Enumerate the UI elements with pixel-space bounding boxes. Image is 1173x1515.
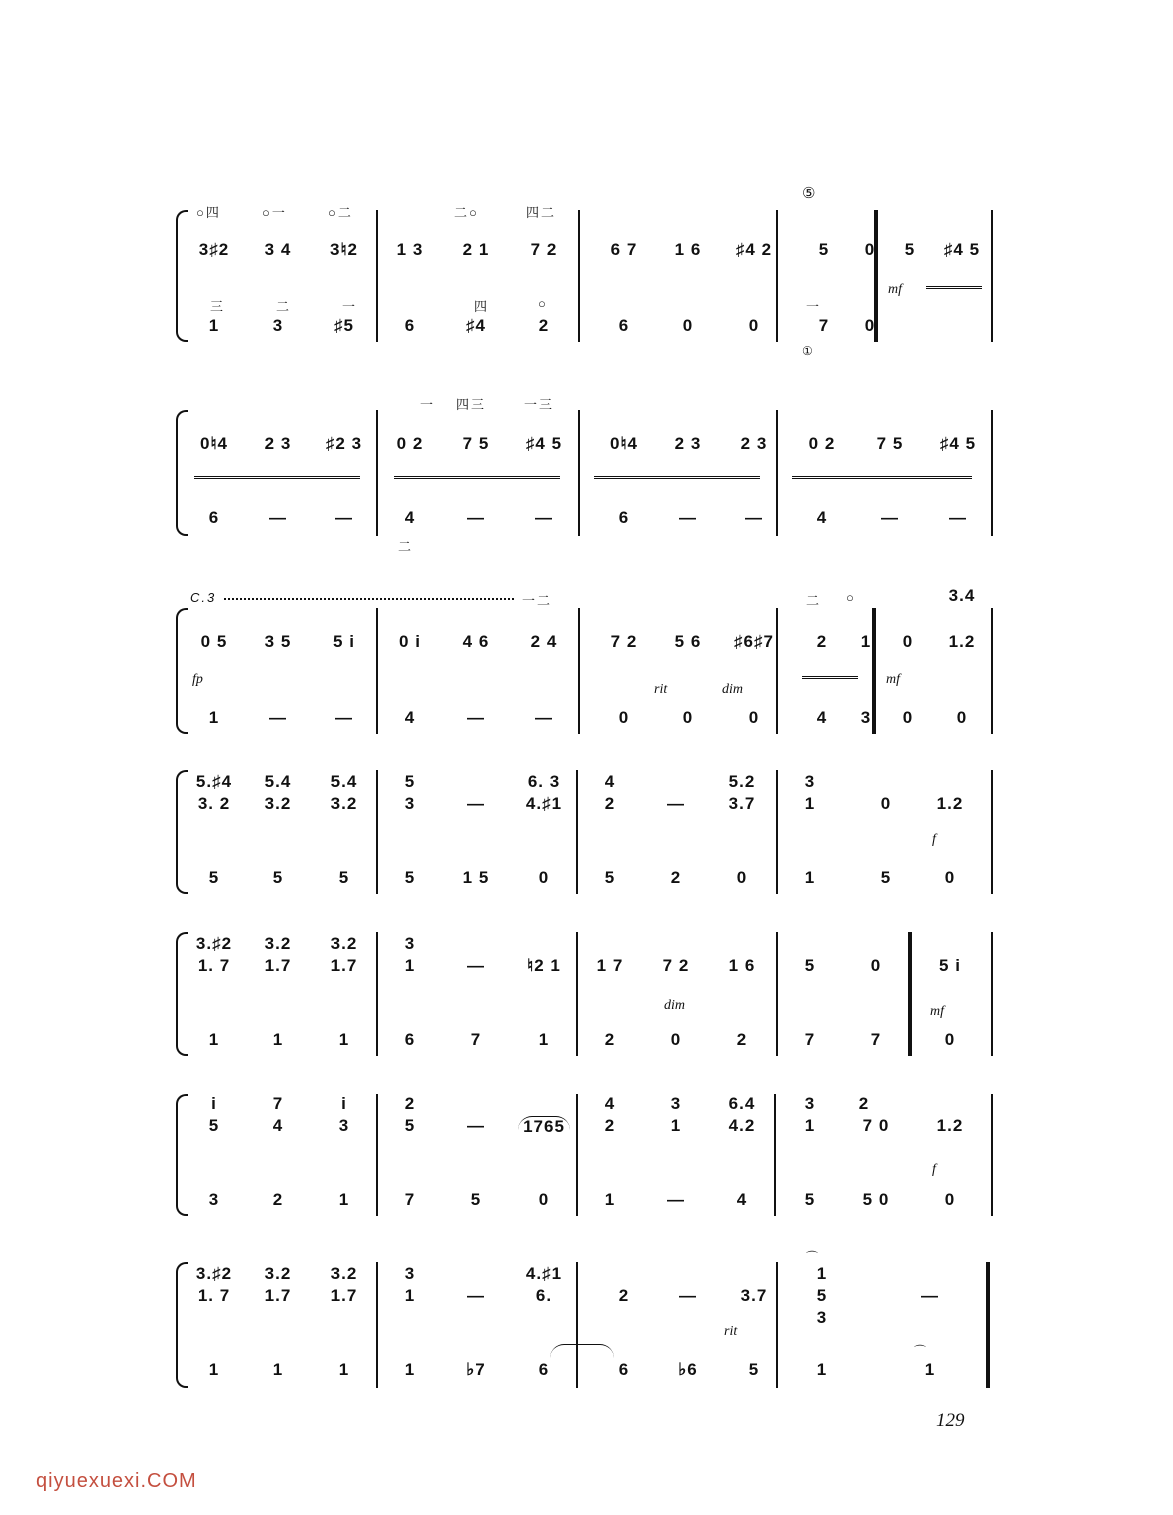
note: — xyxy=(535,508,553,527)
fingering: 四三 xyxy=(456,397,487,412)
note: 5 xyxy=(804,956,816,975)
dynamic-mark: mf xyxy=(888,282,902,297)
circled-number: ⑤ xyxy=(802,185,816,202)
upper-voice xyxy=(188,1116,996,1138)
system-brace xyxy=(176,770,188,894)
note: 1 xyxy=(860,632,872,651)
upper-voice xyxy=(188,434,996,456)
note: — xyxy=(467,1116,485,1135)
note: 4 xyxy=(604,1094,616,1113)
note: 6 xyxy=(538,1360,550,1379)
note: 1.2 xyxy=(948,632,976,651)
upper-voice-top xyxy=(188,1264,996,1286)
upper-voice xyxy=(188,794,996,816)
note: 0 xyxy=(870,956,882,975)
note: 6 xyxy=(618,1360,630,1379)
note: 6 xyxy=(404,1030,416,1049)
note: ♮2 1 xyxy=(527,956,561,975)
note: 3.2 xyxy=(264,934,292,953)
dynamic-mark: f xyxy=(932,832,936,847)
note: 1 xyxy=(604,1190,616,1209)
note: ♯6♯7 xyxy=(734,632,774,651)
upper-voice-top xyxy=(188,584,996,605)
note: 6 7 xyxy=(610,240,638,259)
note: 4 xyxy=(272,1116,284,1135)
fingering: ○四 xyxy=(196,205,221,220)
note: 1 xyxy=(804,1116,816,1135)
note: 3.7 xyxy=(740,1286,768,1305)
note: 1 xyxy=(208,1030,220,1049)
fingering: 一 xyxy=(806,299,822,314)
note: 1. 7 xyxy=(197,1286,231,1305)
note: 7 xyxy=(818,316,830,335)
note: ♯4 2 xyxy=(735,240,773,259)
note: 0 xyxy=(538,868,550,887)
note: 1 3 xyxy=(396,240,424,259)
upper-voice xyxy=(188,240,996,262)
note: — xyxy=(467,956,485,975)
note: 0 xyxy=(880,794,892,813)
dynamic-mark: mf xyxy=(930,1004,944,1019)
fingering: 四二 xyxy=(526,205,557,220)
upper-voice xyxy=(188,956,996,978)
note: 0 xyxy=(748,316,760,335)
note: 2 xyxy=(604,1116,616,1135)
fingering: ○一 xyxy=(262,205,287,220)
note: 3.2 xyxy=(330,1264,358,1283)
note: 1 xyxy=(816,1264,828,1283)
dynamic-mark: fp xyxy=(192,672,203,687)
note: 0 xyxy=(864,240,876,259)
note: 5 xyxy=(604,868,616,887)
note: — xyxy=(679,1286,697,1305)
note: 5 i xyxy=(333,632,355,651)
lower-voice xyxy=(188,868,996,890)
note: 1 xyxy=(208,708,220,727)
fermata-icon: ⌒ xyxy=(806,1250,819,1264)
upper-voice-bottom xyxy=(188,1308,996,1330)
score-system-7 xyxy=(176,1250,996,1388)
note: 1 6 xyxy=(728,956,756,975)
note: 3 xyxy=(804,772,816,791)
note: 3♯2 xyxy=(198,240,230,259)
note: 2 3 xyxy=(264,434,292,453)
note: 5 xyxy=(404,772,416,791)
note: 2 xyxy=(604,794,616,813)
note: 1 xyxy=(538,1030,550,1049)
note: i xyxy=(341,1094,347,1113)
note: 1 xyxy=(338,1190,350,1209)
note: ♯4 xyxy=(466,316,486,335)
dynamic-mark: dim xyxy=(664,998,685,1013)
note: 3 xyxy=(670,1094,682,1113)
score-system-3 xyxy=(176,586,996,734)
note: 5.4 xyxy=(264,772,292,791)
note: 7 xyxy=(272,1094,284,1113)
system-brace xyxy=(176,608,188,734)
note: 7 2 xyxy=(530,240,558,259)
note: 6. 3 xyxy=(527,772,561,791)
upper-voice xyxy=(188,1286,996,1308)
note: 4.♯1 xyxy=(525,794,563,813)
note: 3 4 xyxy=(264,240,292,259)
note: 3 xyxy=(816,1308,828,1327)
dynamic-mark: mf xyxy=(886,672,900,687)
note: 3.2 xyxy=(264,1264,292,1283)
note: 3♮2 xyxy=(330,240,358,259)
note: 2 xyxy=(858,1094,870,1113)
note: 4.2 xyxy=(728,1116,756,1135)
note: 6 xyxy=(618,508,630,527)
note: 0 xyxy=(748,708,760,727)
note: 1 xyxy=(804,794,816,813)
note: 0 xyxy=(682,708,694,727)
note: 7 2 xyxy=(662,956,690,975)
note: 1 xyxy=(208,316,220,335)
note: 3.♯2 xyxy=(195,1264,233,1283)
note: 2 4 xyxy=(530,632,558,651)
note: 2 xyxy=(538,316,550,335)
note: 1. 7 xyxy=(197,956,231,975)
note: 0 xyxy=(736,868,748,887)
note: 6 xyxy=(618,316,630,335)
fingering: ○ xyxy=(538,296,548,311)
note: 3.7 xyxy=(728,794,756,813)
note: 1.7 xyxy=(264,956,292,975)
note: 3 xyxy=(404,1264,416,1283)
note: 0 xyxy=(902,632,914,651)
note: 7 2 xyxy=(610,632,638,651)
note: 5.♯4 xyxy=(195,772,233,791)
note: 4 6 xyxy=(462,632,490,651)
note: — xyxy=(921,1286,939,1305)
score-system-5 xyxy=(176,932,996,1056)
fingering: 一 xyxy=(342,299,358,314)
note: 2 xyxy=(272,1190,284,1209)
lower-voice xyxy=(188,508,996,530)
note: — xyxy=(335,508,353,527)
dynamic-mark: f xyxy=(932,1162,936,1177)
score-system-1 xyxy=(176,185,996,358)
fingering: 二○ xyxy=(454,205,479,220)
upper-voice-top xyxy=(188,1094,996,1116)
hairpin xyxy=(802,676,858,679)
note: 0 xyxy=(864,316,876,335)
note: 3 xyxy=(404,934,416,953)
score-system-6 xyxy=(176,1094,996,1216)
fingering: ○ xyxy=(846,590,856,605)
note: 0 xyxy=(670,1030,682,1049)
note: 4 xyxy=(404,508,416,527)
note: 1 xyxy=(924,1360,936,1379)
note: — xyxy=(467,794,485,813)
note: 1 xyxy=(404,1286,416,1305)
note: 0 xyxy=(944,1190,956,1209)
note: 2 xyxy=(736,1030,748,1049)
note: 0 2 xyxy=(396,434,424,453)
note: 7 xyxy=(870,1030,882,1049)
note: 2 xyxy=(404,1094,416,1113)
note: 4.♯1 xyxy=(525,1264,563,1283)
note: 1 5 xyxy=(462,868,490,887)
note: — xyxy=(467,1286,485,1305)
note: 5 xyxy=(404,1116,416,1135)
upper-voice xyxy=(188,632,996,654)
note: 1 xyxy=(338,1030,350,1049)
note: 5 xyxy=(880,868,892,887)
note: 2 1 xyxy=(462,240,490,259)
note: 0 xyxy=(902,708,914,727)
hairpin xyxy=(194,476,360,479)
system-brace xyxy=(176,932,188,1056)
note: 1 xyxy=(338,1360,350,1379)
hairpin xyxy=(926,286,982,289)
lower-voice xyxy=(188,708,996,730)
system-brace xyxy=(176,1094,188,1216)
note: 7 5 xyxy=(876,434,904,453)
note: 3 xyxy=(404,794,416,813)
note: 5 xyxy=(404,868,416,887)
note: 5 xyxy=(904,240,916,259)
note: — xyxy=(335,708,353,727)
lower-voice xyxy=(188,1190,996,1212)
note: 2 xyxy=(604,1030,616,1049)
note: 7 5 xyxy=(462,434,490,453)
note: 2 xyxy=(816,632,828,651)
note: 5.4 xyxy=(330,772,358,791)
system-brace xyxy=(176,410,188,536)
note: 3 5 xyxy=(264,632,292,651)
note: 1 xyxy=(404,1360,416,1379)
note: 5 xyxy=(272,868,284,887)
note: 0 xyxy=(538,1190,550,1209)
note: 4 xyxy=(404,708,416,727)
note: 1 xyxy=(404,956,416,975)
note: ♯2 3 xyxy=(325,434,363,453)
note: 7 xyxy=(470,1030,482,1049)
note: 5 xyxy=(816,1286,828,1305)
score-system-2 xyxy=(176,397,996,554)
note: — xyxy=(269,508,287,527)
fingering: 二 xyxy=(398,539,414,554)
note: 4 xyxy=(816,708,828,727)
note: 6.4 xyxy=(728,1094,756,1113)
note: 1765 xyxy=(518,1116,570,1137)
note: 4 xyxy=(736,1190,748,1209)
note: ♯4 5 xyxy=(939,434,977,453)
watermark: qiyuexuexi.COM xyxy=(36,1470,197,1492)
note: 3. 2 xyxy=(197,794,231,813)
note: 7 xyxy=(404,1190,416,1209)
note: — xyxy=(881,508,899,527)
position-marker: C.3 xyxy=(190,590,217,605)
fingering: 二 xyxy=(276,299,292,314)
note: 5 xyxy=(818,240,830,259)
note: ♯5 xyxy=(334,316,354,335)
upper-voice-top xyxy=(188,772,996,794)
note: 5 i xyxy=(939,956,961,975)
note: 5 xyxy=(804,1190,816,1209)
note: 5 xyxy=(470,1190,482,1209)
note: 3.♯2 xyxy=(195,934,233,953)
note: 3 xyxy=(272,316,284,335)
note: 3.2 xyxy=(330,794,358,813)
hairpin xyxy=(792,476,972,479)
note: 2 3 xyxy=(674,434,702,453)
fingering: 四 xyxy=(474,299,490,314)
system-brace xyxy=(176,1262,188,1388)
note: 0 i xyxy=(399,632,421,651)
note: ♯4 5 xyxy=(525,434,563,453)
fingering: 一三 xyxy=(524,397,555,412)
note: 2 xyxy=(618,1286,630,1305)
note: — xyxy=(467,508,485,527)
upper-voice-top xyxy=(188,934,996,956)
note: — xyxy=(745,508,763,527)
lower-voice xyxy=(188,316,996,338)
note: — xyxy=(467,708,485,727)
note: i xyxy=(211,1094,217,1113)
note: 1 xyxy=(208,1360,220,1379)
note: 6 xyxy=(208,508,220,527)
note: — xyxy=(667,794,685,813)
note: — xyxy=(269,708,287,727)
note: 3 xyxy=(804,1094,816,1113)
note: 1.7 xyxy=(330,1286,358,1305)
note: 1 xyxy=(272,1030,284,1049)
note: 6. xyxy=(535,1286,553,1305)
note: ♭7 xyxy=(466,1360,486,1379)
note: 4 xyxy=(816,508,828,527)
fingering: 一 xyxy=(420,397,436,412)
fingering: 一二 xyxy=(522,593,553,608)
note: 5 xyxy=(208,868,220,887)
note: 0 xyxy=(956,708,968,727)
note: 0 5 xyxy=(200,632,228,651)
note: 3 xyxy=(338,1116,350,1135)
note: 4 xyxy=(604,772,616,791)
note: 3 xyxy=(860,708,872,727)
note: — xyxy=(949,508,967,527)
note: 0 xyxy=(944,1030,956,1049)
note: 5 xyxy=(208,1116,220,1135)
note: 1.7 xyxy=(264,1286,292,1305)
note: 3.4 xyxy=(948,586,976,605)
note: ♯4 5 xyxy=(943,240,981,259)
note: 0♮4 xyxy=(200,434,228,453)
note: 7 0 xyxy=(862,1116,890,1135)
note: 1.2 xyxy=(936,794,964,813)
hairpin xyxy=(394,476,560,479)
fingering: ○二 xyxy=(328,205,353,220)
note: 1 6 xyxy=(674,240,702,259)
lower-voice xyxy=(188,1360,996,1382)
note: 1 7 xyxy=(596,956,624,975)
tempo-mark: rit xyxy=(654,682,668,697)
note: 0♮4 xyxy=(610,434,638,453)
note: 1 xyxy=(272,1360,284,1379)
hairpin xyxy=(594,476,760,479)
note: 5 xyxy=(748,1360,760,1379)
note: 0 xyxy=(618,708,630,727)
fingering: 二 xyxy=(806,593,822,608)
note: 2 xyxy=(670,868,682,887)
note: 0 xyxy=(682,316,694,335)
note: — xyxy=(679,508,697,527)
system-brace xyxy=(176,210,188,342)
note: 1 xyxy=(816,1360,828,1379)
note: 2 3 xyxy=(740,434,768,453)
note: 6 xyxy=(404,316,416,335)
note: 5 6 xyxy=(674,632,702,651)
note: 0 xyxy=(944,868,956,887)
note: 1 xyxy=(670,1116,682,1135)
tempo-mark: rit xyxy=(724,1324,738,1339)
note: 1.7 xyxy=(330,956,358,975)
note: — xyxy=(535,708,553,727)
page-number: 129 xyxy=(936,1410,965,1431)
score-system-4 xyxy=(176,770,996,894)
note: 1.2 xyxy=(936,1116,964,1135)
dynamic-mark: dim xyxy=(722,682,743,697)
note: 1 xyxy=(804,868,816,887)
note: 3.2 xyxy=(264,794,292,813)
note: 3 xyxy=(208,1190,220,1209)
fingering: 三 xyxy=(210,299,226,314)
note: 5 xyxy=(338,868,350,887)
note: 5 0 xyxy=(862,1190,890,1209)
fermata-icon: ⌒ xyxy=(914,1344,927,1358)
note: 5.2 xyxy=(728,772,756,791)
tie-arc xyxy=(550,1344,614,1359)
note: ♭6 xyxy=(678,1360,698,1379)
note: — xyxy=(667,1190,685,1209)
lower-voice xyxy=(188,1030,996,1052)
circled-number: ① xyxy=(802,344,813,358)
note: 0 2 xyxy=(808,434,836,453)
note: 7 xyxy=(804,1030,816,1049)
note: 3.2 xyxy=(330,934,358,953)
